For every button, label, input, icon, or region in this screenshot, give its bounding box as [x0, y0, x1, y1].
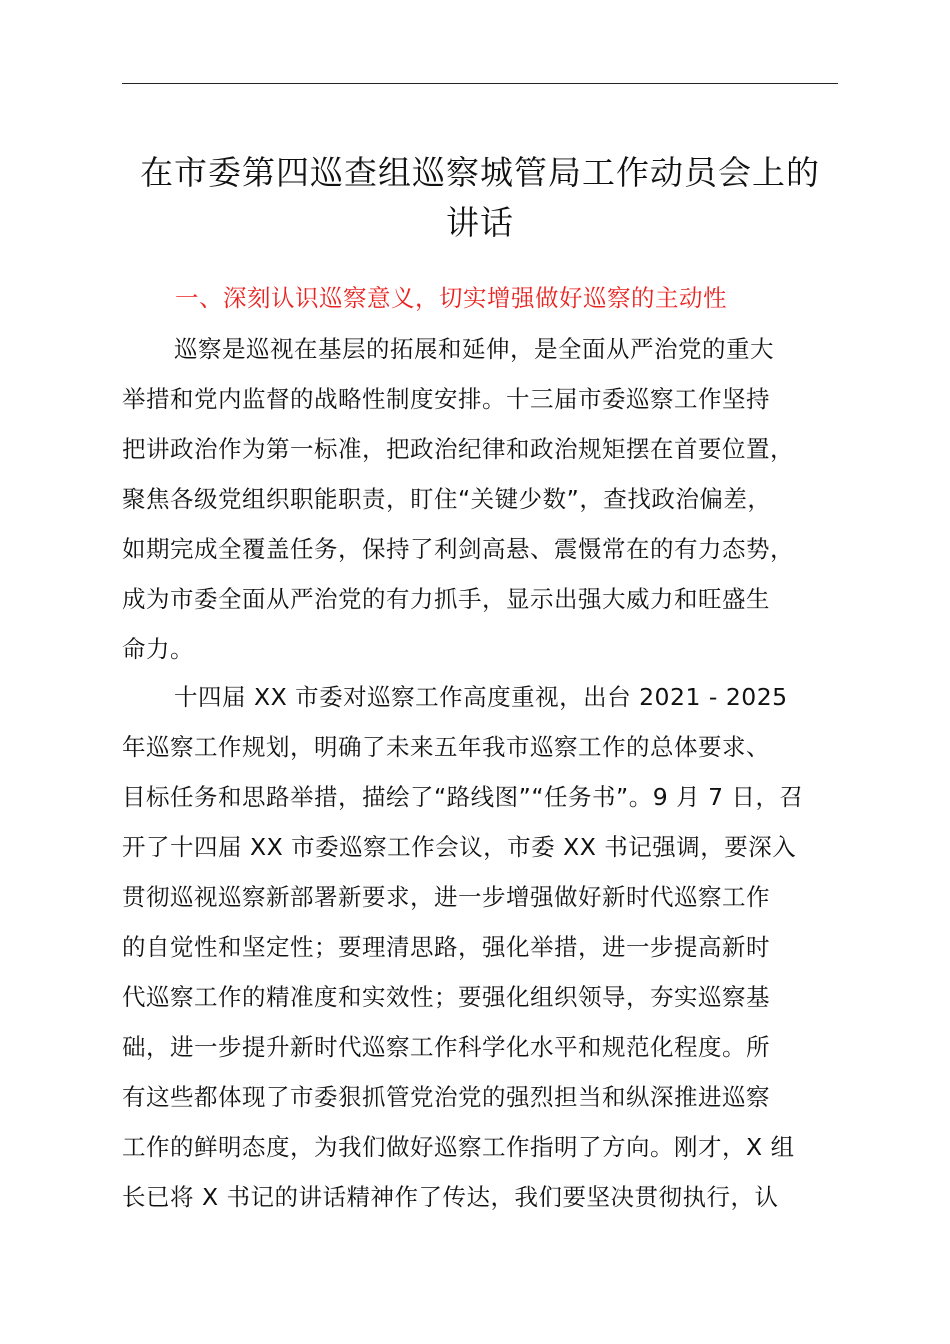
title-line: 讲话: [446, 203, 514, 242]
paragraph-line: 贯彻巡视巡察新部署新要求，进一步增强做好新时代巡察工作: [122, 883, 770, 911]
paragraph-line: 工作的鲜明态度，为我们做好巡察工作指明了方向。刚才，X 组: [122, 1133, 795, 1161]
paragraph-line: 代巡察工作的精准度和实效性；要强化组织领导，夯实巡察基: [122, 983, 770, 1011]
paragraph-line: 举措和党内监督的战略性制度安排。十三届市委巡察工作坚持: [122, 385, 770, 413]
paragraph-line: 目标任务和思路举措，描绘了“路线图”“任务书”。9 月 7 日，召: [122, 783, 804, 811]
paragraph-line: 如期完成全覆盖任务，保持了利剑高悬、震慑常在的有力态势，: [122, 535, 794, 563]
paragraph-line: 十四届 XX 市委对巡察工作高度重视，出台 2021 - 2025: [174, 683, 788, 711]
paragraph-line: 的自觉性和坚定性；要理清思路，强化举措，进一步提高新时: [122, 933, 770, 961]
paragraph-line: 年巡察工作规划，明确了未来五年我市巡察工作的总体要求、: [122, 733, 770, 761]
document-title: [80, 148, 880, 248]
paragraph-line: 把讲政治作为第一标准，把政治纪律和政治规矩摆在首要位置，: [122, 435, 794, 463]
title-line: 在市委第四巡查组巡察城管局工作动员会上的: [140, 153, 820, 192]
paragraph-line: 开了十四届 XX 市委巡察工作会议，市委 XX 书记强调，要深入: [122, 833, 797, 861]
paragraph-line: 有这些都体现了市委狠抓管党治党的强烈担当和纵深推进巡察: [122, 1083, 770, 1111]
paragraph-2: [122, 672, 882, 1222]
paragraph-line: 巡察是巡视在基层的拓展和延伸，是全面从严治党的重大: [174, 335, 774, 363]
section-heading: 一、深刻认识巡察意义，切实增强做好巡察的主动性: [175, 284, 727, 312]
header-rule: [122, 83, 838, 84]
paragraph-line: 聚焦各级党组织职能职责，盯住“关键少数”，查找政治偏差，: [122, 485, 772, 513]
paragraph-line: 成为市委全面从严治党的有力抓手，显示出强大威力和旺盛生: [122, 585, 770, 613]
paragraph-line: 础，进一步提升新时代巡察工作科学化水平和规范化程度。所: [122, 1033, 770, 1061]
paragraph-line: 命力。: [122, 635, 194, 663]
paragraph-1: [122, 324, 882, 674]
paragraph-line: 长已将 X 书记的讲话精神作了传达，我们要坚决贯彻执行，认: [122, 1183, 779, 1211]
